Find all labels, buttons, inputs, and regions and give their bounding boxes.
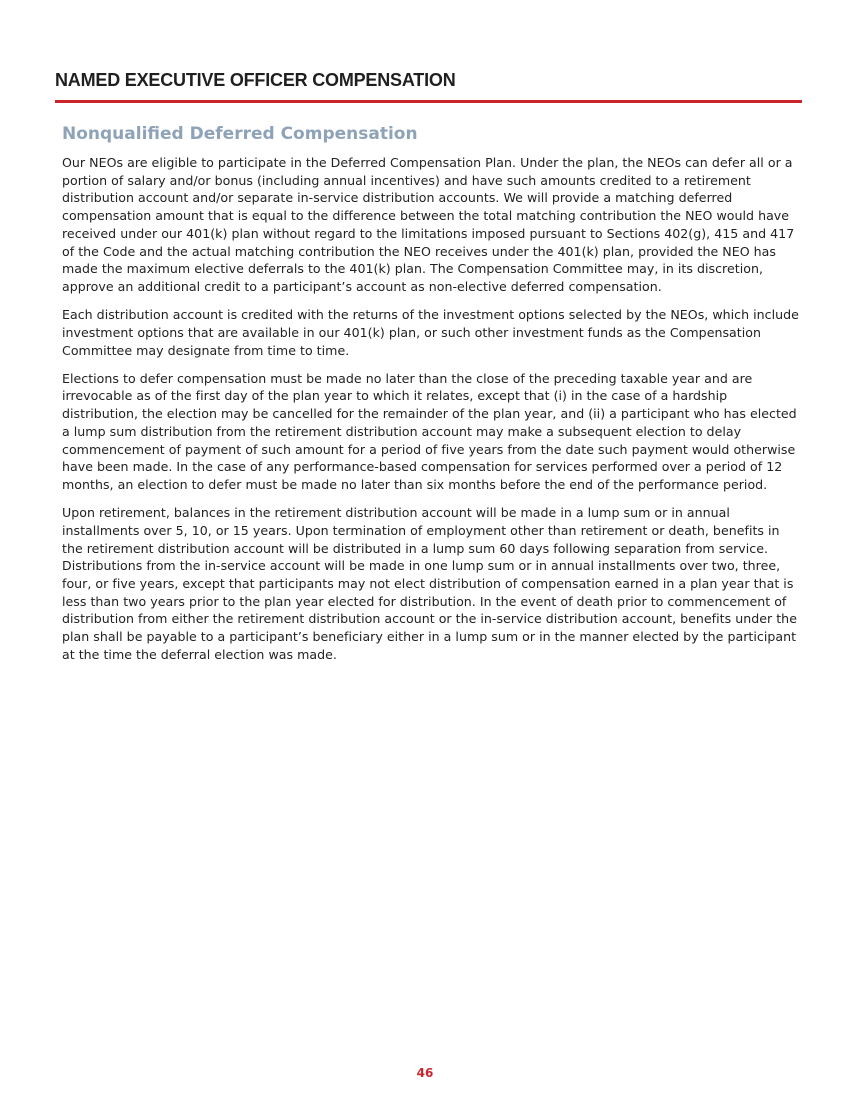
paragraph: Elections to defer compensation must be made no later than the close of the preceding taxable year and are irrevocable as of the first day of the plan year to which it relates, except that (i) in the case of a hardship distribution, the election may be cancelled for the remainder of the plan year, and (ii) a participant who has elected a lump sum distribution from the retirement distribution account may make a subsequent election to delay commencement of payment of such amount for a period of five years from the date such payment would otherwise have been made. In the case of any performance-based compensation for services performed over a period of 12 months, an election to defer must be made no later than six months before the end of the performance period. <box>62 370 797 492</box>
main-content <box>62 122 800 674</box>
paragraph: Each distribution account is credited with the returns of the investment options selected by the NEOs, which include investment options that are available in our 401(k) plan, or such other investment funds as the Compensation Committee may designate from time to time. <box>62 307 799 358</box>
page-number: 46 <box>416 1066 434 1080</box>
paragraph: Our NEOs are eligible to participate in the Deferred Compensation Plan. Under the plan, the NEOs can defer all or a portion of salary and/or bonus (including annual incentives) and have such amounts credited to a retirement distribution account and/or separate in-service distribution accounts. We will provide a matching deferred compensation amount that is equal to the difference between the total matching contribution the NEO would have received under our 401(k) plan without regard to the limitations imposed pursuant to Sections 402(g), 415 and 417 of the Code and the actual matching contribution the NEO receives under the 401(k) plan, provided the NEO has made the maximum elective deferrals to the 401(k) plan. The Compensation Committee may, in its discretion, approve an additional credit to a participant’s account as non-elective deferred compensation. <box>62 155 795 294</box>
section-header <box>55 68 802 103</box>
page-title: NAMED EXECUTIVE OFFICER COMPENSATION <box>55 70 456 90</box>
subsection-title: Nonqualified Deferred Compensation <box>62 124 418 144</box>
title-divider <box>55 100 802 103</box>
paragraph: Upon retirement, balances in the retirement distribution account will be made in a lump sum or in annual installments over 5, 10, or 15 years. Upon termination of employment other than retirement or death, benefits in the retirement distribution account will be distributed in a lump sum 60 days following separation from service. Distributions from the in-service account will be made in one lump sum or in annual installments over two, three, four, or five years, except that participants may not elect distribution of compensation earned in a plan year that is less than two years prior to the plan year elected for distribution. In the event of death prior to commencement of distribution from either the retirement distribution account or the in-service distribution account, benefits under the plan shall be payable to a participant’s beneficiary either in a lump sum or in the manner elected by the participant at the time the deferral election was made. <box>62 505 797 662</box>
